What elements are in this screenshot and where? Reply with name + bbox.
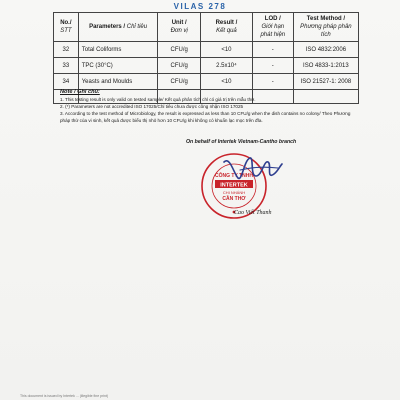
note-item: 3. According to the test method of Microbiology, the result is expressed as less than 10 CFU/g when the dish contains no colony/ Theo Phương pháp thử của vi sinh, kết quả được biểu thị nhỏ hơn 10 CFU/g khi không có khuẩn lạc mọc trên đĩa. (60, 111, 351, 124)
table-row (54, 58, 359, 74)
row-method: ISO 21527-1: 2008 (293, 74, 358, 90)
svg-text:INTERTEK: INTERTEK (220, 182, 248, 189)
notes-title: Note / Ghi chú: (60, 89, 100, 95)
row-parameter: Yeasts and Moulds (78, 74, 158, 90)
row-result: 2.5x10⁴ (201, 58, 253, 74)
signer-name: Cao Viết Thanh (234, 210, 272, 216)
row-no: 33 (54, 58, 79, 74)
notes-section (60, 88, 360, 125)
row-result: <10 (201, 42, 253, 58)
row-unit: CFU/g (158, 74, 201, 90)
row-no: 34 (54, 74, 79, 90)
row-parameter: Total Coliforms (78, 42, 158, 58)
svg-text:CÔNG TY TNHH: CÔNG TY TNHH (215, 173, 253, 179)
row-unit: CFU/g (158, 42, 201, 58)
on-behalf-text: On behalf of Intertek Vietnam-Cantho branch (186, 139, 297, 145)
table-row (54, 42, 359, 58)
header-no: No./ STT (54, 13, 79, 42)
row-result: <10 (201, 74, 253, 90)
footer-fine-print: This document is issued by Intertek ... (illegible fine print) (20, 394, 109, 398)
header-parameters: Parameters / Chỉ tiêu (78, 13, 158, 42)
header-test-method: Test Method / Phương pháp phân tích (293, 13, 358, 42)
row-unit: CFU/g (158, 58, 201, 74)
note-item: 2. (*) Parameters are not accredited ISO 17025/Chỉ tiêu chưa được công nhận ISO 17025 (60, 104, 244, 110)
svg-text:CẦN THƠ: CẦN THƠ (222, 196, 246, 202)
accreditation-header: VILAS 278 (173, 2, 227, 11)
row-lod: - (252, 58, 293, 74)
row-parameter: TPC (30°C) (78, 58, 158, 74)
svg-text:CHI NHÁNH: CHI NHÁNH (222, 190, 246, 195)
handwritten-signature-icon (220, 152, 284, 186)
header-result: Result / Kết quả (201, 13, 253, 42)
table-header-row (54, 13, 359, 42)
header-lod: LOD / Giới hạn phát hiện (252, 13, 293, 42)
row-method: ISO 4832:2006 (293, 42, 358, 58)
row-method: ISO 4833-1:2013 (293, 58, 358, 74)
row-lod: - (252, 42, 293, 58)
note-item: 1. This testing result is only valid on tested sample/ Kết quả phân tích chỉ có giá trị trên mẫu thử. (60, 97, 256, 103)
header-unit: Unit / Đơn vị (158, 13, 201, 42)
row-no: 32 (54, 42, 79, 58)
row-lod: - (252, 74, 293, 90)
